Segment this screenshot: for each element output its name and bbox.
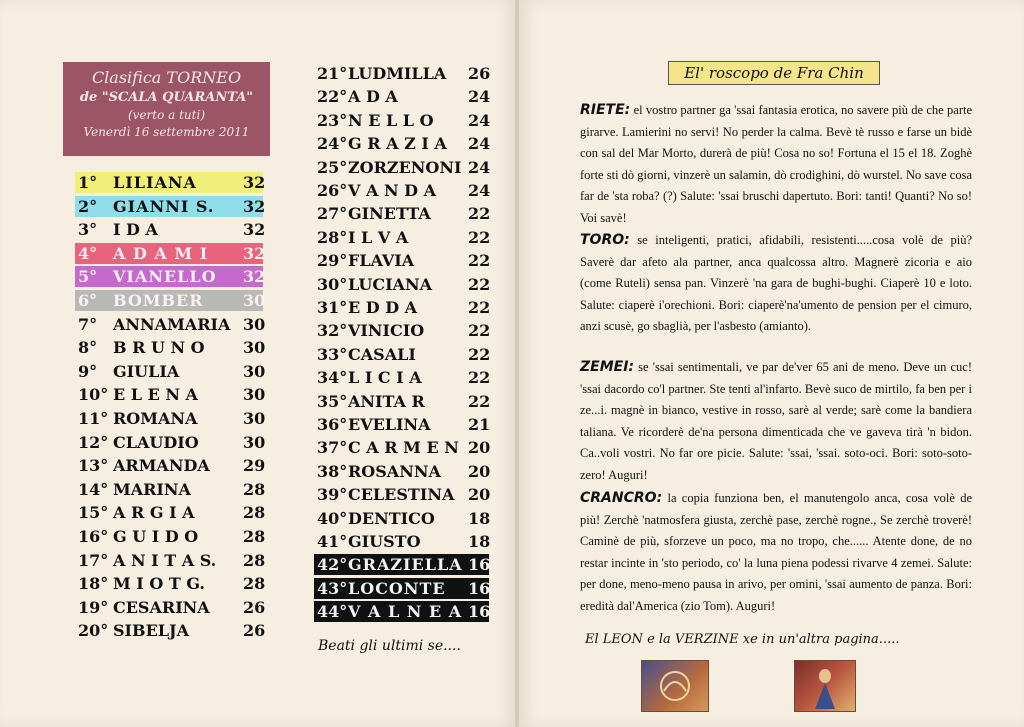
ranking-row	[314, 320, 489, 341]
player-name: E L E N A	[113, 385, 198, 405]
rank-position: 16°	[78, 527, 109, 546]
title-line-3: (verto a tuti)	[127, 108, 206, 122]
ranking-row	[314, 578, 489, 599]
player-score: 22	[468, 274, 491, 294]
rank-position: 8°	[78, 338, 98, 358]
player-name: LILIANA	[113, 173, 197, 192]
player-name: A N I T A S.	[113, 550, 217, 570]
ranking-row	[314, 133, 489, 154]
ranking-row	[75, 361, 266, 382]
sign-label: ZEMEI:	[580, 359, 635, 375]
rank-position: 37°	[317, 438, 348, 458]
player-name: CLAUDIO	[113, 432, 199, 452]
ranking-row	[314, 484, 489, 505]
player-name: FLAVIA	[348, 251, 415, 271]
player-name: LOCONTE	[348, 578, 446, 598]
player-score: 24	[468, 134, 491, 154]
player-score: 28	[243, 550, 266, 570]
player-name: M I O T G.	[113, 574, 205, 594]
player-name: VINICIO	[348, 321, 425, 341]
player-score: 30	[243, 314, 266, 334]
rank-position: 12°	[78, 432, 109, 452]
player-name: C A R M E N	[348, 438, 459, 458]
player-score: 30	[243, 361, 266, 381]
player-score: 32	[243, 267, 266, 287]
player-score: 22	[468, 204, 491, 224]
ranking-row	[75, 597, 266, 618]
ranking-row	[314, 367, 489, 388]
rank-position: 30°	[317, 274, 348, 294]
player-score: 20	[468, 485, 491, 505]
player-score: 22	[468, 251, 491, 271]
rank-position: 19°	[78, 597, 109, 617]
player-score: 20	[468, 461, 491, 481]
rank-position: 41°	[317, 532, 348, 551]
player-score: 24	[468, 87, 491, 107]
player-name: GIANNI S.	[113, 196, 215, 216]
rank-position: 27°	[317, 204, 348, 224]
sign-label: RIETE:	[580, 102, 631, 118]
rank-position: 21°	[317, 64, 348, 83]
player-score: 30	[243, 409, 266, 428]
title-line-1: Clasifica TORNEO	[91, 68, 242, 87]
rank-position: 4°	[78, 243, 98, 263]
ranking-row	[314, 180, 489, 201]
player-score: 28	[243, 527, 266, 546]
ranking-row	[314, 414, 489, 435]
ranking-title-box	[63, 62, 270, 156]
player-name: A R G I A	[113, 503, 195, 523]
player-name: CELESTINA	[348, 485, 455, 505]
player-name: GRAZIELLA	[348, 555, 463, 575]
player-name: L I C I A	[348, 368, 422, 388]
ranking-row	[75, 314, 266, 335]
ranking-row	[314, 461, 489, 482]
ranking-row	[314, 531, 489, 552]
rank-position: 34°	[317, 368, 348, 388]
rank-position: 35°	[317, 391, 348, 411]
rank-position: 38°	[317, 461, 348, 481]
player-name: CASALI	[348, 344, 416, 364]
ranking-row	[314, 203, 489, 224]
player-score: 26	[468, 64, 491, 83]
player-score: 16	[468, 555, 491, 575]
rank-position: 39°	[317, 485, 348, 505]
player-score: 32	[243, 173, 266, 192]
virgo-card	[794, 660, 856, 712]
ranking-row	[75, 384, 266, 405]
rank-position: 1°	[78, 173, 98, 192]
rank-position: 28°	[317, 227, 348, 247]
rank-position: 14°	[78, 479, 109, 499]
ranking-row	[314, 437, 489, 458]
player-score: 24	[468, 157, 491, 177]
player-score: 28	[243, 574, 266, 594]
ranking-row	[75, 408, 266, 429]
rank-position: 33°	[317, 344, 348, 364]
player-name: LUCIANA	[348, 274, 432, 294]
ranking-row	[314, 391, 489, 412]
player-score: 30	[243, 432, 266, 452]
player-name: N E L L O	[348, 110, 434, 130]
player-name: B R U N O	[113, 338, 205, 358]
sign-label: TORO:	[580, 232, 630, 248]
ranking-row	[75, 479, 266, 500]
rank-position: 40°	[317, 508, 348, 528]
ranking-row	[314, 157, 489, 178]
player-score: 21	[468, 415, 491, 434]
player-name: A D A	[348, 87, 398, 107]
rank-position: 24°	[317, 134, 348, 154]
player-name: GINETTA	[348, 204, 431, 224]
player-score: 28	[243, 503, 266, 523]
ranking-row	[314, 227, 489, 248]
rank-position: 5°	[78, 267, 98, 287]
sign-label: CRANCRO:	[580, 490, 663, 506]
entry-text: la copia funziona ben, el manutengolo anca, cosa volè de più! Zerchè 'natmosfera giusta, zerchè pase, zerchè rogne., Se zerchè troverè! Caminè de più, sforzeve un poco, ma no tropo, che...... Atente done, de no restar incinte in 'sto periodo, co' la luna piena podessi rivarve 4 zemei. Salute: per done, meno-meno pausa in arivo, per omini, 'ssai aumento de panza. Bori: eredità dal'America (zio Tom). Auguri!	[580, 491, 973, 613]
ranking-row	[314, 508, 489, 529]
player-score: 16	[468, 578, 491, 598]
rank-position: 7°	[78, 314, 98, 334]
player-name: ROMANA	[113, 409, 198, 428]
player-name: ARMANDA	[113, 456, 210, 476]
footer-note: Beati gli ultimi se....	[318, 638, 461, 654]
ranking-row	[75, 243, 266, 264]
ranking-row	[75, 219, 266, 240]
rank-position: 23°	[317, 110, 348, 130]
ranking-row	[75, 573, 266, 594]
player-score: 22	[468, 321, 491, 341]
ranking-row	[75, 196, 266, 217]
rank-position: 22°	[317, 87, 348, 107]
player-name: VIANELLO	[113, 267, 217, 287]
rank-position: 9°	[78, 361, 98, 381]
ranking-row	[314, 110, 489, 131]
player-name: ANITA R	[348, 391, 425, 411]
rank-position: 13°	[78, 456, 109, 476]
horoscope-entry-crancro	[580, 488, 972, 617]
player-name: ZORZENONI	[348, 157, 462, 177]
ranking-row	[75, 550, 266, 571]
player-score: 22	[468, 344, 491, 364]
entry-text: el vostro partner ga 'ssai fantasia erotica, no savere più de che parte girarve. Lamierini no servi! No perder la calma. Bevè tè russo e farse un bidè con sal del Mar Morto, durerà de più! Cosa no so! Fortuna el 15 el 18. Zoghè forte sti dò giorni, vinzerè un salamin, dò crodighini, dò wurstel. No save cosa far de 'sta roba? (?) Salute: 'ssai bruschi dapertuto. Bori: tanti! Quanti? No so! Voi savè!	[580, 103, 973, 225]
player-name: SIBELJA	[113, 621, 189, 641]
player-name: DENTICO	[348, 508, 435, 528]
rank-position: 10°	[78, 385, 109, 405]
ranking-row	[314, 274, 489, 295]
player-name: GIULIA	[113, 361, 180, 381]
bottom-note: El LEON e la VERZINE xe in un'altra pagina.....	[585, 632, 900, 647]
player-name: CESARINA	[113, 597, 210, 617]
player-score: 29	[243, 456, 266, 476]
player-name: GIUSTO	[348, 532, 421, 551]
rank-position: 29°	[317, 251, 348, 271]
player-score: 26	[243, 621, 266, 641]
player-name: V A L N E A	[348, 602, 463, 622]
player-score: 32	[243, 220, 266, 240]
player-score: 20	[468, 438, 491, 458]
rank-position: 36°	[317, 415, 348, 434]
player-name: E D D A	[348, 298, 418, 317]
player-name: ANNAMARIA	[113, 314, 231, 334]
rank-position: 25°	[317, 157, 348, 177]
ranking-row	[75, 432, 266, 453]
rank-position: 18°	[78, 574, 109, 594]
player-score: 24	[468, 110, 491, 130]
player-name: I L V A	[348, 227, 409, 247]
player-name: I D A	[113, 220, 158, 240]
ranking-row	[75, 337, 266, 358]
ranking-row	[75, 266, 266, 287]
player-score: 16	[468, 602, 491, 622]
ranking-row	[314, 601, 489, 622]
entry-text: se 'ssai sentimentali, ve par de'ver 65 ani de meno. Deve un cuc! 'ssai dacordo co'l partner. Ste tenti al'infarto. Bevè suco de mirtilo, fa ben per i ze...i. magnè in bianco, vestive in rosso, sarè al verde; sarè come la bandiera taliana. Ve ricorderè de'na persona dimenticada che ve gaveva tirà 'n bidon. Ca..voli vostri. No far ore picie. Salute: 'ssai, 'ssai. soto-oci. Bori: soto-soto-zero! Auguri!	[580, 360, 972, 482]
horoscope-entry-toro	[580, 230, 972, 338]
rank-position: 15°	[78, 503, 109, 523]
horoscope-title: El' roscopo de Fra Chin	[668, 61, 880, 85]
title-line-4: Venerdì 16 settembre 2011	[83, 125, 250, 139]
ranking-row	[314, 297, 489, 318]
leo-card	[641, 660, 709, 712]
horoscope-entry-zemei	[580, 357, 972, 486]
player-score: 22	[468, 368, 491, 388]
rank-position: 43°	[317, 578, 348, 598]
player-score: 18	[468, 508, 491, 528]
ranking-row	[75, 620, 266, 641]
player-score: 26	[243, 597, 266, 617]
horoscope-entry-riete	[580, 100, 972, 229]
rank-position: 42°	[317, 555, 348, 575]
player-score: 30	[243, 291, 266, 310]
rank-position: 44°	[317, 602, 348, 622]
title-line-2: de "SCALA QUARANTA"	[79, 90, 254, 105]
player-name: V A N D A	[348, 181, 437, 200]
rank-position: 26°	[317, 181, 348, 200]
player-score: 30	[243, 338, 266, 358]
ranking-row	[75, 502, 266, 523]
player-score: 30	[243, 385, 266, 405]
player-score: 32	[243, 243, 266, 263]
player-name: EVELINA	[348, 415, 431, 434]
ranking-row	[75, 290, 266, 311]
player-name: LUDMILLA	[348, 64, 447, 83]
ranking-row	[75, 526, 266, 547]
ranking-row	[314, 250, 489, 271]
rank-position: 31°	[317, 298, 348, 317]
player-score: 22	[468, 298, 491, 317]
player-score: 22	[468, 391, 491, 411]
player-score: 22	[468, 227, 491, 247]
player-name: G U I D O	[113, 527, 199, 546]
player-name: G R A Z I A	[348, 134, 447, 154]
player-name: MARINA	[113, 479, 191, 499]
entry-text: se inteligenti, pratici, afidabili, resistenti.....cosa volè de più? Saverè dar afeto ala partner, anca qualcossa altro. Magnerè zicoria e aio (come Ruteli) sensa pan. Vinzerè 'na gara de bughi-bughi. Ciaperè 10 e loto. Salute: ciaperè i'orechioni. Bori: ciaperè'na'umento de pension per el cimuro, anzi scusè, go sbaglià, per l'asbesto (amianto).	[580, 233, 973, 333]
ranking-row	[314, 63, 489, 84]
rank-position: 6°	[78, 291, 98, 310]
rank-position: 20°	[78, 621, 109, 641]
player-name: ROSANNA	[348, 461, 441, 481]
ranking-row	[75, 172, 266, 193]
player-score: 18	[468, 532, 491, 551]
rank-position: 32°	[317, 321, 348, 341]
rank-position: 3°	[78, 220, 98, 240]
ranking-row	[314, 344, 489, 365]
player-name: BOMBER	[113, 291, 204, 310]
player-name: A D A M I	[113, 243, 209, 263]
player-score: 28	[243, 479, 266, 499]
player-score: 24	[468, 181, 491, 200]
rank-position: 17°	[78, 550, 109, 570]
ranking-row	[314, 86, 489, 107]
ranking-row	[314, 554, 489, 575]
rank-position: 11°	[78, 409, 109, 428]
rank-position: 2°	[78, 196, 98, 216]
ranking-row	[75, 455, 266, 476]
player-score: 32	[243, 196, 266, 216]
